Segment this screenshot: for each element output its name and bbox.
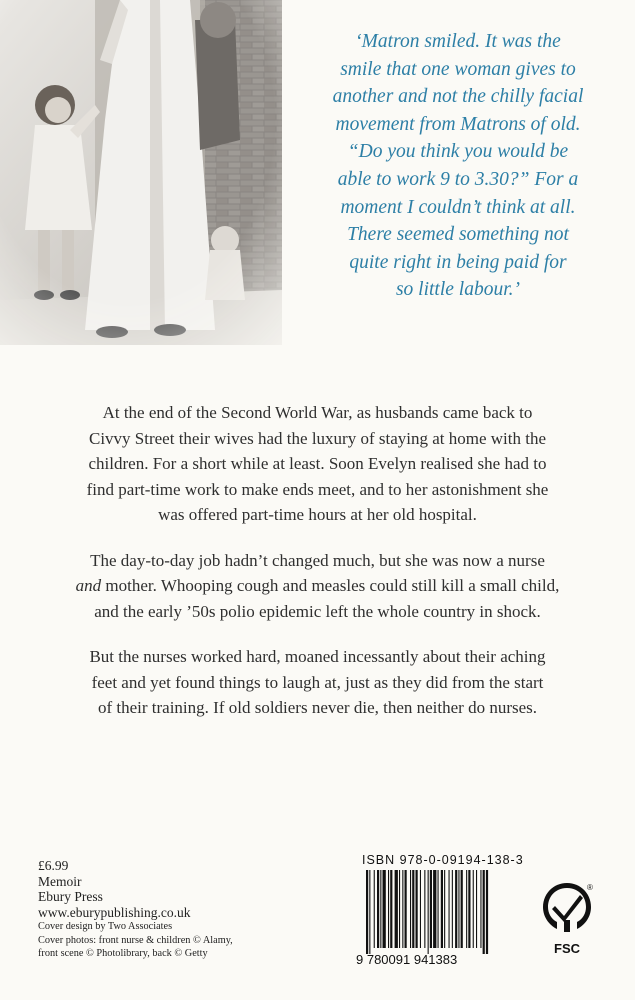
barcode-bar (412, 870, 414, 948)
credit-line: Cover photos: front nurse & children © Alamy, (38, 934, 233, 946)
barcode-bar (480, 870, 481, 948)
barcode-bar (388, 870, 389, 948)
book-meta (38, 858, 190, 920)
barcode-bar (486, 870, 488, 954)
barcode-bar (433, 870, 436, 948)
barcode-bar (420, 870, 421, 948)
barcode-bar (466, 870, 467, 948)
barcode-bar (424, 870, 425, 948)
quote-line: able to work 9 to 3.30?” For a (337, 168, 579, 190)
blurb-line: of their training. If old soldiers never die, then neither do nurses. (97, 698, 538, 717)
pull-quote (296, 28, 620, 304)
blurb-line: was offered part-time hours at her old hospital. (158, 505, 477, 524)
barcode-bar (410, 870, 411, 948)
barcode-bar (366, 870, 368, 954)
barcode-bar (473, 870, 474, 948)
quote-line: another and not the chilly facial (332, 86, 584, 108)
quote-line: ‘Matron smiled. It was the (355, 31, 561, 52)
fsc-logo (530, 880, 604, 956)
blurb-line: feet and yet found things to laugh at, just as they did from the start (91, 672, 544, 692)
blurb-paragraph-1 (20, 400, 615, 528)
genre: Memoir (38, 873, 82, 889)
blurb-line: But the nurses worked hard, moaned incessantly about their aching (89, 647, 546, 666)
blurb-line (20, 573, 615, 599)
barcode-bar (468, 870, 470, 948)
quote-line: There seemed something not (347, 224, 569, 246)
quote-line: moment I couldn’t think at all. (340, 196, 576, 218)
barcode-bar (405, 870, 407, 948)
barcode-bar (428, 870, 429, 954)
barcode-bar (476, 870, 477, 948)
barcode-bar (461, 870, 463, 948)
publisher-website: www.eburypublishing.co.uk (38, 904, 191, 920)
blurb-line: At the end of the Second World War, as husbands came back to (102, 403, 533, 422)
barcode-bar (449, 870, 450, 948)
blurb-line: The day-to-day job hadn’t changed much, but she was now a nurse (90, 550, 545, 570)
quote-line: so little labour.’ (395, 279, 521, 301)
barcode-bar (441, 870, 443, 948)
cover-credits (38, 920, 233, 961)
credit-line: Cover design by Two Associates (38, 921, 173, 932)
barcode-bar (380, 870, 381, 948)
barcode-graphic (354, 868, 512, 968)
barcode-bar (395, 870, 398, 948)
blurb-text: mother. Whooping cough and measles could still kill a small child, (101, 576, 560, 595)
isbn-label: ISBN 978-0-09194-138-3 (362, 853, 524, 867)
fsc-label: FSC (554, 941, 580, 956)
barcode-bar (455, 870, 457, 948)
blurb (20, 400, 615, 741)
barcode-bar (369, 870, 370, 954)
barcode-bar (458, 870, 459, 948)
barcode-bar (438, 870, 439, 948)
barcode-digits: 9 780091 941383 (356, 952, 458, 967)
blurb-paragraph-2 (20, 548, 615, 625)
cover-photo (0, 0, 282, 345)
publisher: Ebury Press (38, 889, 103, 904)
blurb-line: find part-time work to make ends meet, and to her astonishment she (86, 479, 549, 499)
barcode-bar (399, 870, 400, 948)
blurb-line: Civvy Street their wives had the luxury of staying at home with the (88, 428, 547, 448)
tree-check-icon (539, 880, 595, 934)
quote-line: quite right in being paid for (349, 251, 567, 273)
barcode-bar (430, 870, 432, 948)
credit-line: front scene © Photolibrary, back © Getty (38, 948, 208, 959)
barcode-bar (444, 870, 445, 948)
barcode (354, 868, 512, 973)
quote-line: “Do you think you would be (347, 141, 569, 163)
blurb-line: and the early ’50s polio epidemic left the whole country in shock. (94, 601, 541, 621)
barcode-bar (383, 870, 386, 948)
barcode-bar (402, 870, 403, 948)
barcode-bar (374, 870, 375, 948)
barcode-bar (416, 870, 418, 948)
barcode-bar (483, 870, 485, 954)
quote-line: movement from Matrons of old. (335, 113, 581, 135)
emphasis: and (75, 576, 102, 595)
blurb-line: children. For a short while at least. Soon Evelyn realised she had to (88, 454, 547, 473)
quote-line: smile that one woman gives to (340, 58, 576, 80)
barcode-bar (377, 870, 379, 948)
barcode-bar (390, 870, 392, 948)
barcode-bar (452, 870, 453, 948)
blurb-paragraph-3 (20, 644, 615, 721)
price: £6.99 (38, 858, 69, 873)
svg-text:®: ® (587, 883, 593, 892)
